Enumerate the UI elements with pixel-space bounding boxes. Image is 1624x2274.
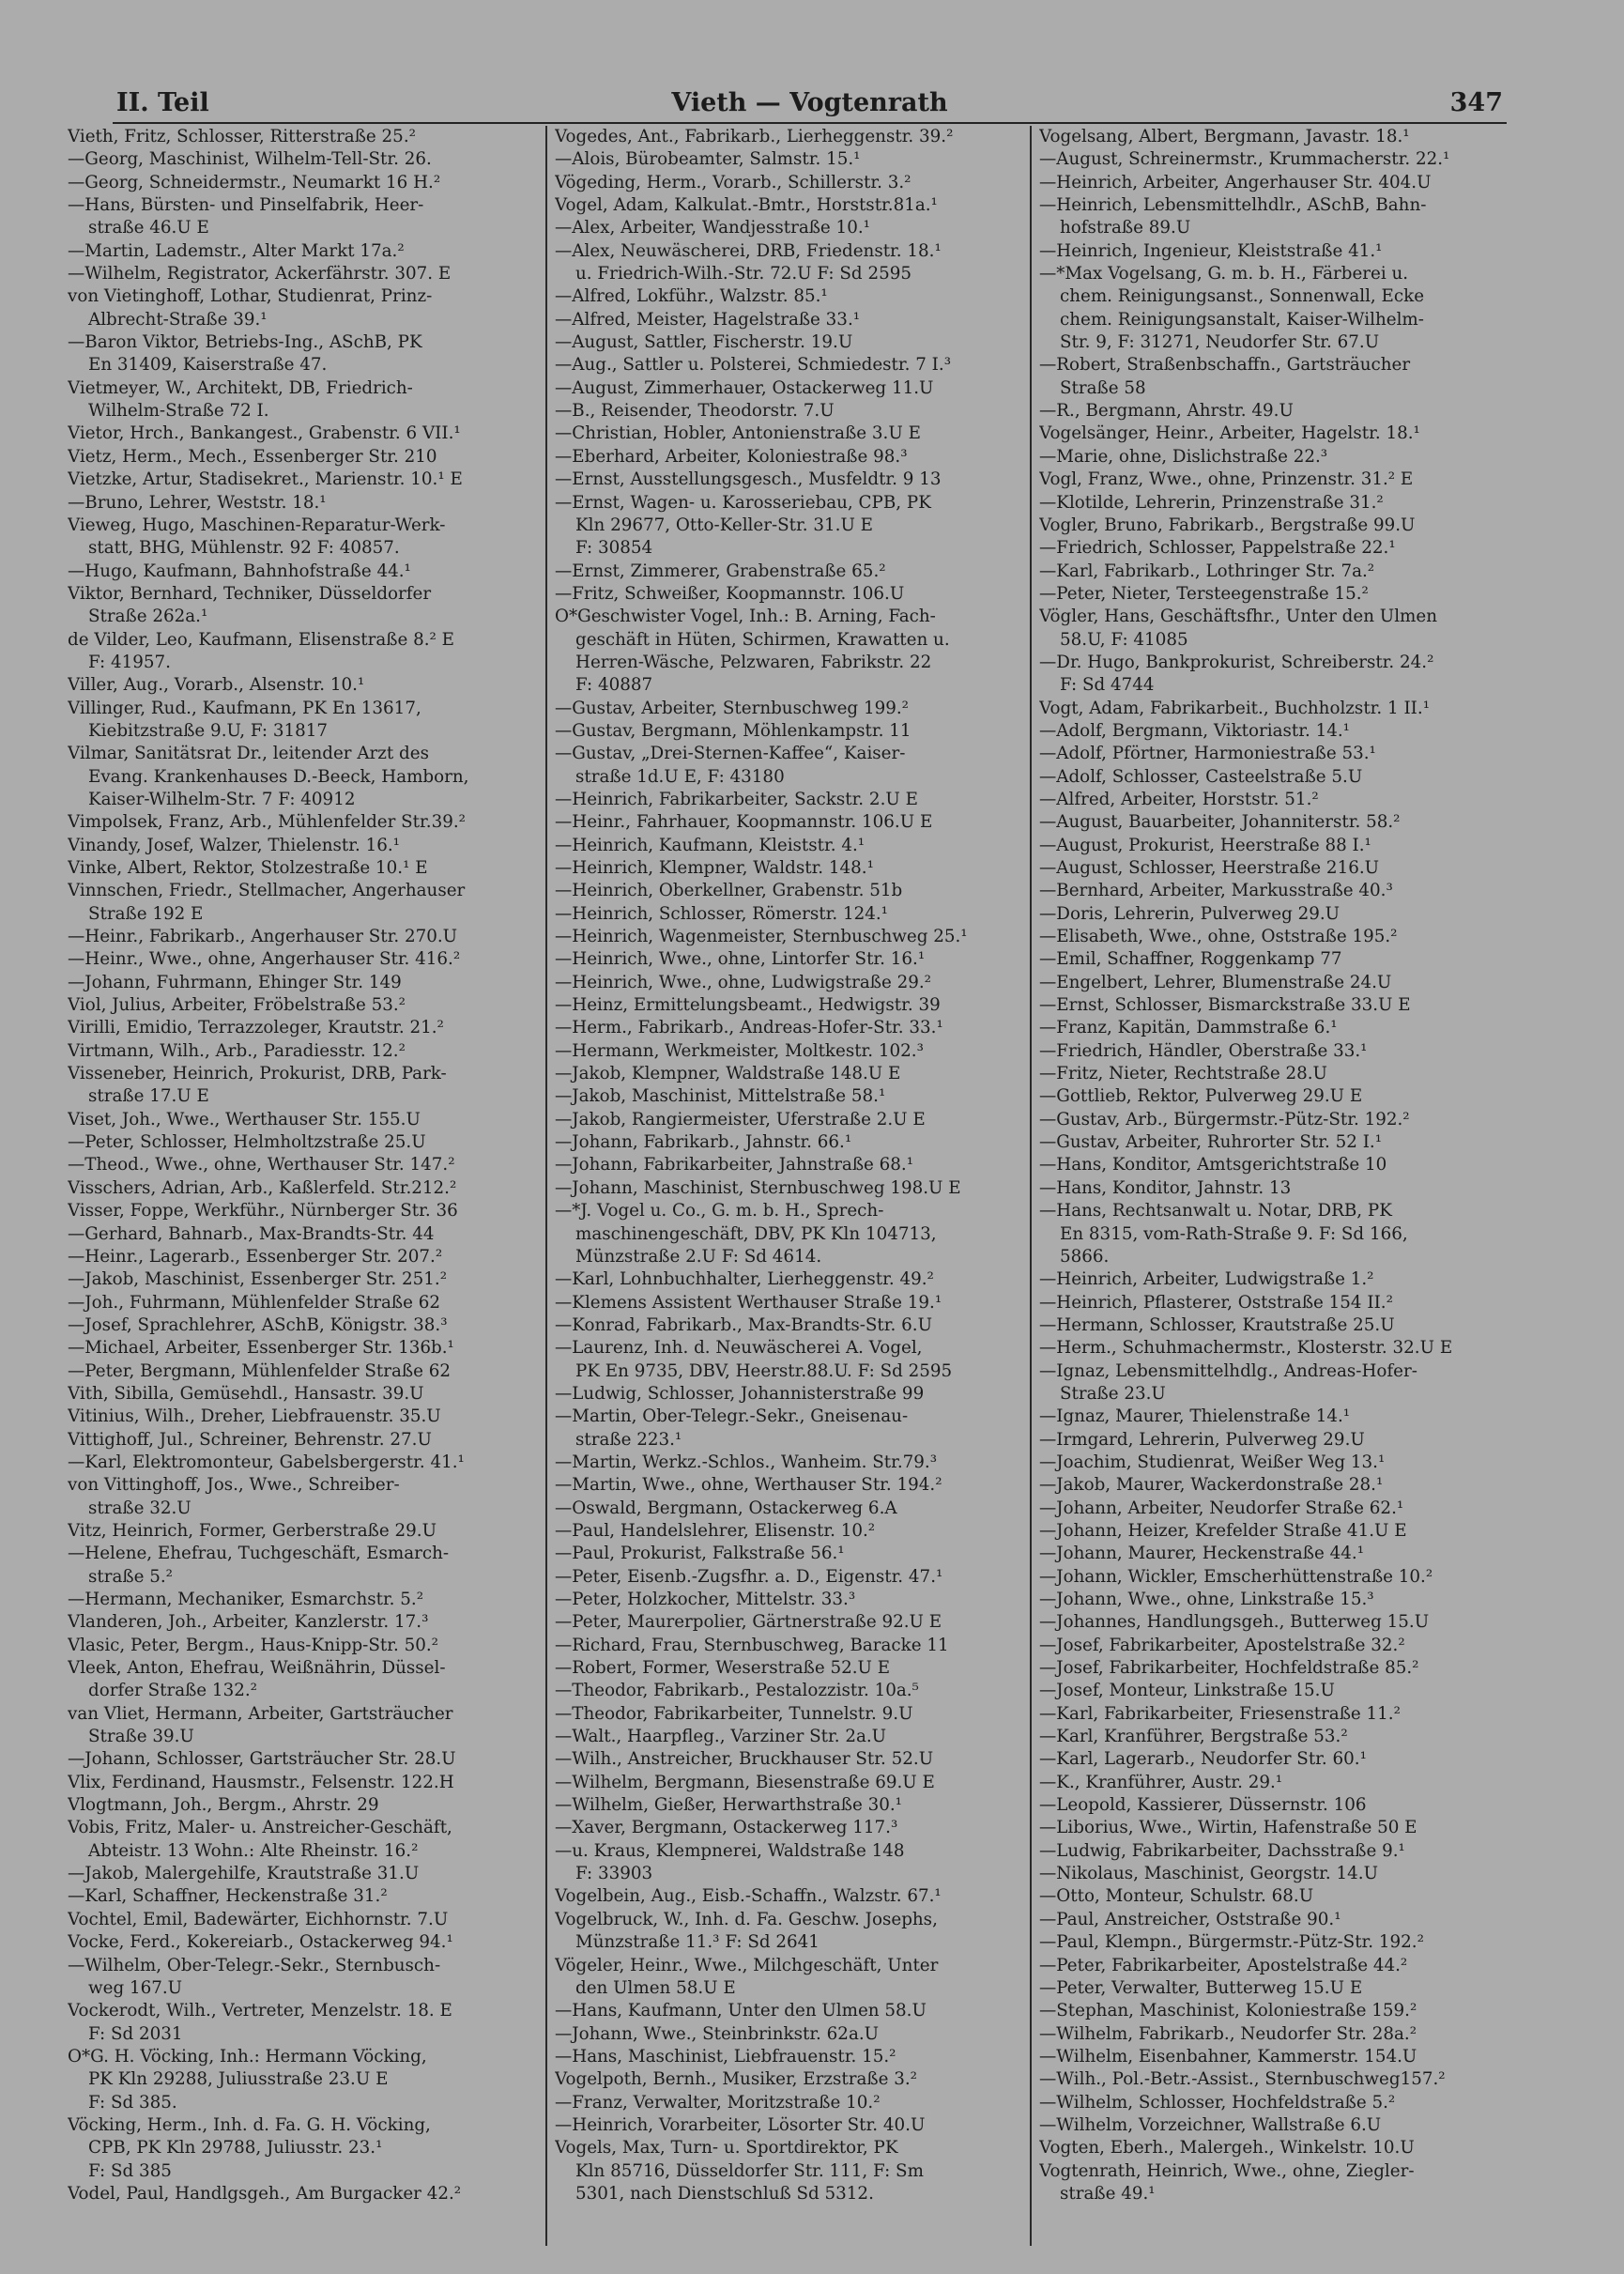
directory-entry-line: —August, Schreinermstr., Krummacherstr. 22.¹	[1039, 149, 1450, 170]
directory-entry-line: Viol, Julius, Arbeiter, Fröbelstraße 53.²	[68, 995, 406, 1016]
directory-entry-line: F: Sd 385.	[88, 2092, 177, 2113]
directory-entry-line: —Wilhelm, Registrator, Ackerfährstr. 307. E	[68, 264, 452, 284]
directory-entry-line: —Joh., Fuhrmann, Mühlenfelder Straße 62	[68, 1292, 441, 1313]
directory-entry-line: —Wilh., Anstreicher, Bruckhauser Str. 52.U	[555, 1749, 934, 1770]
directory-entry-line: —Alfred, Arbeiter, Horststr. 51.²	[1039, 789, 1319, 809]
directory-entry-line: —Klotilde, Lehrerin, Prinzenstraße 31.²	[1039, 492, 1384, 513]
directory-entry-line: straße 49.¹	[1060, 2183, 1156, 2204]
directory-entry-line: —Karl, Fabrikarb., Lothringer Str. 7a.²	[1039, 561, 1375, 581]
directory-entry-line: Vochtel, Emil, Badewärter, Eichhornstr. 7.U	[68, 1909, 449, 1929]
directory-entry-line: —Johannes, Handlungsgeh., Butterweg 15.U	[1039, 1612, 1430, 1633]
directory-entry-line: Vinke, Albert, Rektor, Stolzestraße 10.¹ E	[68, 858, 428, 878]
directory-entry-line: weg 167.U	[88, 1977, 183, 1998]
directory-entry-line: —Liborius, Wwe., Wirtin, Hafenstraße 50 E	[1039, 1818, 1417, 1838]
directory-entry-line: —Hans, Maschinist, Liebfrauenstr. 15.²	[555, 2046, 896, 2067]
directory-entry-line: Vogelsänger, Heinr., Arbeiter, Hagelstr. 18.¹	[1039, 423, 1420, 444]
directory-entry-line: Vogedes, Ant., Fabrikarb., Lierheggenstr. 39.²	[555, 127, 954, 146]
directory-entry-line: —Paul, Prokurist, Falkstraße 56.¹	[555, 1544, 845, 1564]
directory-entry-line: —Heinrich, Kaufmann, Kleiststr. 4.¹	[555, 835, 866, 855]
directory-entry-line: Münzstraße 11.³ F: Sd 2641	[575, 1932, 820, 1953]
directory-entry-line: —Franz, Verwalter, Moritzstraße 10.²	[555, 2092, 881, 2113]
directory-entry-line: —August, Zimmerhauer, Ostackerweg 11.U	[555, 377, 934, 398]
directory-entry-line: Vitinius, Wilh., Dreher, Liebfrauenstr. 35.U	[68, 1406, 441, 1427]
directory-entry-line: —Richard, Frau, Sternbuschweg, Baracke 11	[555, 1635, 949, 1655]
directory-entry-line: F: 30854	[575, 538, 653, 559]
directory-entry-line: —Wilh., Pol.-Betr.-Assist., Sternbuschweg157.²	[1039, 2069, 1446, 2090]
directory-entry-line: hofstraße 89.U	[1060, 218, 1191, 238]
directory-entry-line: —Christian, Hobler, Antonienstraße 3.U E	[555, 423, 921, 444]
directory-entry-line: Vogten, Eberh., Malergeh., Winkelstr. 10.U	[1039, 2138, 1415, 2159]
directory-entry-line: Vlix, Ferdinand, Hausmstr., Felsenstr. 122.H	[68, 1772, 454, 1792]
directory-entry-line: —Elisabeth, Wwe., ohne, Oststraße 195.²	[1039, 927, 1398, 947]
directory-entry-line: —Josef, Fabrikarbeiter, Hochfeldstraße 85.²	[1039, 1658, 1419, 1679]
directory-entry-line: —Gerhard, Bahnarb., Max-Brandts-Str. 44	[68, 1223, 435, 1244]
directory-entry-line: —Hans, Konditor, Amtsgerichtstraße 10	[1039, 1155, 1387, 1175]
directory-entry-line: —Johann, Fuhrmann, Ehinger Str. 149	[68, 972, 402, 992]
directory-entry-line: Albrecht-Straße 39.¹	[88, 309, 268, 330]
directory-entry-line: —Theod., Wwe., ohne, Werthauser Str. 147.²	[68, 1155, 455, 1175]
directory-entry-line: —Klemens Assistent Werthauser Straße 19.¹	[555, 1292, 942, 1313]
directory-entry-line: —Stephan, Maschinist, Koloniestraße 159.²	[1039, 2001, 1417, 2021]
directory-entry-line: —Ernst, Wagen- u. Karosseriebau, CPB, PK	[555, 492, 931, 513]
directory-entry-line: Vogl, Franz, Wwe., ohne, Prinzenstr. 31.² E	[1039, 469, 1414, 490]
directory-entry-line: —Karl, Schaffner, Heckenstraße 31.²	[68, 1886, 388, 1907]
directory-entry-line: —Peter, Maurerpolier, Gärtnerstraße 92.U E	[555, 1612, 942, 1633]
directory-entry-line: Vlasic, Peter, Bergm., Haus-Knipp-Str. 50.²	[68, 1635, 438, 1655]
directory-entry-line: Vietzke, Artur, Stadisekret., Marienstr. 10.¹ E	[68, 469, 463, 490]
directory-entry-line: —Josef, Fabrikarbeiter, Apostelstraße 32.²	[1039, 1635, 1405, 1655]
directory-entry-line: O*Geschwister Vogel, Inh.: B. Arning, Fach-	[555, 607, 936, 627]
directory-entry-line: Kiebitzstraße 9.U, F: 31817	[88, 720, 329, 741]
directory-entry-line: Vogels, Max, Turn- u. Sportdirektor, PK	[555, 2138, 898, 2159]
directory-entry-line: Vitz, Heinrich, Former, Gerberstraße 29.U	[68, 1520, 437, 1541]
directory-entry-line: —Georg, Maschinist, Wilhelm-Tell-Str. 26.	[68, 149, 432, 170]
directory-entry-line: —Hans, Konditor, Jahnstr. 13	[1039, 1177, 1292, 1198]
directory-entry-line: —Johann, Fabrikarb., Jahnstr. 66.¹	[555, 1132, 852, 1153]
directory-entry-line: —Heinrich, Ingenieur, Kleiststraße 41.¹	[1039, 240, 1383, 261]
directory-entry-line: —Karl, Kranführer, Bergstraße 53.²	[1039, 1727, 1348, 1747]
directory-entry-line: Vlogtmann, Joh., Bergm., Ahrstr. 29	[68, 1795, 379, 1816]
directory-entry-line: Straße 39.U	[88, 1727, 194, 1747]
directory-entry-line: —Josef, Monteur, Linkstraße 15.U	[1039, 1681, 1335, 1701]
directory-entry-line: —Peter, Fabrikarbeiter, Apostelstraße 44.²	[1039, 1955, 1408, 1975]
directory-entry-line: —Gustav, Bergmann, Möhlenkampstr. 11	[555, 720, 912, 741]
directory-entry-line: —Johann, Arbeiter, Neudorfer Straße 62.¹	[1039, 1498, 1404, 1518]
directory-entry-line: geschäft in Hüten, Schirmen, Krawatten u.	[575, 629, 950, 650]
directory-entry-line: —Martin, Lademstr., Alter Markt 17a.²	[68, 240, 405, 261]
directory-entry-line: Vieweg, Hugo, Maschinen-Reparatur-Werk-	[68, 515, 446, 535]
directory-entry-line: —Josef, Sprachlehrer, ASchB, Königstr. 38.³	[68, 1314, 448, 1335]
column-right	[1039, 126, 1521, 2248]
directory-entry-line: F: Sd 2031	[88, 2023, 183, 2044]
directory-entry-line: —Baron Viktor, Betriebs-Ing., ASchB, PK	[68, 332, 422, 353]
directory-entry-line: —Johann, Schlosser, Gartsträucher Str. 28.U	[68, 1749, 456, 1770]
directory-entry-line: straße 46.U E	[88, 218, 209, 238]
directory-entry-line: —Heinr., Wwe., ohne, Angerhauser Str. 416.²	[68, 949, 461, 970]
directory-entry-line: Vilmar, Sanitätsrat Dr., leitender Arzt des	[68, 744, 429, 764]
column-left	[68, 126, 537, 2248]
directory-entry-line: —Hans, Kaufmann, Unter den Ulmen 58.U	[555, 2001, 927, 2021]
directory-entry-line: —K., Kranführer, Austr. 29.¹	[1039, 1772, 1283, 1792]
directory-entry-line: —Jakob, Rangiermeister, Uferstraße 2.U E	[555, 1109, 926, 1129]
directory-entry-line: Herren-Wäsche, Pelzwaren, Fabrikstr. 22	[575, 652, 932, 672]
directory-entry-line: —Friedrich, Schlosser, Pappelstraße 22.¹	[1039, 538, 1396, 559]
directory-entry-line: —Heinrich, Fabrikarbeiter, Sackstr. 2.U E	[555, 789, 918, 809]
directory-entry-line: —Irmgard, Lehrerin, Pulverweg 29.U	[1039, 1429, 1365, 1450]
directory-entry-line: —Marie, ohne, Dislichstraße 22.³	[1039, 446, 1328, 467]
directory-entry-line: O*G. H. Vöcking, Inh.: Hermann Vöcking,	[68, 2046, 427, 2067]
directory-entry-line: —Hermann, Mechaniker, Esmarchstr. 5.²	[68, 1590, 424, 1609]
directory-entry-line: —Heinrich, Arbeiter, Ludwigstraße 1.²	[1039, 1269, 1374, 1290]
directory-entry-line: —Wilhelm, Eisenbahner, Kammerstr. 154.U	[1039, 2046, 1417, 2067]
page-number: 347	[1449, 88, 1503, 117]
directory-entry-line: —Ludwig, Fabrikarbeiter, Dachsstraße 9.¹	[1039, 1840, 1405, 1861]
directory-entry-line: —Peter, Bergmann, Mühlenfelder Straße 62	[68, 1360, 452, 1381]
directory-entry-line: Vögler, Hans, Geschäftsfhr., Unter den Ulmen	[1039, 607, 1437, 627]
directory-entry-line: —Nikolaus, Maschinist, Georgstr. 14.U	[1039, 1864, 1378, 1884]
directory-entry-line: —Robert, Former, Weserstraße 52.U E	[555, 1658, 891, 1679]
directory-entry-line: —Johann, Maurer, Heckenstraße 44.¹	[1039, 1544, 1365, 1564]
directory-entry-line: straße 5.²	[88, 1566, 173, 1587]
directory-entry-line: —Paul, Klempn., Bürgermstr.-Pütz-Str. 192.²	[1039, 1932, 1424, 1953]
directory-entry-line: van Vliet, Hermann, Arbeiter, Gartsträucher	[68, 1703, 453, 1724]
directory-entry-line: —Michael, Arbeiter, Essenberger Str. 136b.¹	[68, 1338, 454, 1359]
directory-entry-line: —Alois, Bürobeamter, Salmstr. 15.¹	[555, 149, 861, 170]
column-middle	[555, 126, 1022, 2248]
directory-entry-line: F: 41957.	[88, 652, 171, 672]
directory-entry-line: —Walt., Haarpfleg., Varziner Str. 2a.U	[555, 1727, 887, 1747]
directory-entry-line: —Heinr., Fahrhauer, Koopmannstr. 106.U E	[555, 812, 933, 833]
name-range: Vieth — Vogtenrath	[671, 88, 948, 117]
directory-entry-line: —Peter, Nieter, Tersteegenstraße 15.²	[1039, 583, 1369, 604]
directory-entry-line: —Doris, Lehrerin, Pulverweg 29.U	[1039, 903, 1341, 924]
directory-entry-line: —Heinrich, Schlosser, Römerstr. 124.¹	[555, 903, 888, 924]
directory-entry-line: Vinandy, Josef, Walzer, Thielenstr. 16.¹	[68, 835, 400, 855]
directory-entry-line: —Ludwig, Schlosser, Johannisterstraße 99	[555, 1383, 925, 1404]
directory-entry-line: chem. Reinigungsanst., Sonnenwall, Ecke	[1060, 286, 1425, 307]
directory-entry-line: —Johann, Wickler, Emscherhüttenstraße 10.²	[1039, 1566, 1433, 1587]
directory-entry-line: Vimpolsek, Franz, Arb., Mühlenfelder Str.39.²	[68, 812, 466, 833]
directory-entry-line: Abteistr. 13 Wohn.: Alte Rheinstr. 16.²	[88, 1840, 419, 1861]
directory-entry-line: —Alex, Neuwäscherei, DRB, Friedenstr. 18.¹	[555, 240, 942, 261]
directory-entry-line: —Emil, Schaffner, Roggenkamp 77	[1039, 949, 1342, 970]
directory-entry-line: Visser, Foppe, Werkführ., Nürnberger Str. 36	[68, 1201, 458, 1222]
directory-entry-line: Virilli, Emidio, Terrazzoleger, Krautstr. 21.²	[68, 1018, 444, 1038]
directory-entry-line: F: 40887	[575, 675, 653, 696]
directory-entry-line: —Xaver, Bergmann, Ostackerweg 117.³	[555, 1818, 898, 1838]
directory-entry-line: Vietz, Herm., Mech., Essenberger Str. 210	[68, 446, 437, 467]
directory-entry-line: Vietor, Hrch., Bankangest., Grabenstr. 6 VII.¹	[68, 423, 461, 444]
directory-entry-line: —August, Bauarbeiter, Johanniterstr. 58.²	[1039, 812, 1401, 833]
directory-entry-line: —Wilhelm, Ober-Telegr.-Sekr., Sternbusch-	[68, 1955, 441, 1975]
directory-entry-line: —Heinrich, Oberkellner, Grabenstr. 51b	[555, 881, 903, 901]
directory-entry-line: —Herm., Schuhmachermstr., Klosterstr. 32.U E	[1039, 1338, 1453, 1359]
directory-entry-line: Vöcking, Herm., Inh. d. Fa. G. H. Vöcking,	[68, 2114, 431, 2135]
directory-entry-line: —Heinrich, Wagenmeister, Sternbuschweg 25.¹	[555, 927, 968, 947]
directory-entry-line: Vogelbein, Aug., Eisb.-Schaffn., Walzstr. 67.¹	[555, 1886, 942, 1907]
directory-entry-line: Vieth, Fritz, Schlosser, Ritterstraße 25.²	[68, 127, 416, 146]
directory-entry-line: —Paul, Handelslehrer, Elisenstr. 10.²	[555, 1520, 876, 1541]
directory-entry-line: u. Friedrich-Wilh.-Str. 72.U F: Sd 2595	[575, 264, 912, 284]
directory-entry-line: —Gustav, Arbeiter, Ruhrorter Str. 52 I.¹	[1039, 1132, 1383, 1153]
directory-entry-line: Straße 192 E	[88, 903, 204, 924]
directory-entry-line: Viller, Aug., Vorarb., Alsenstr. 10.¹	[68, 675, 365, 696]
directory-entry-line: Kln 85716, Düsseldorfer Str. 111, F: Sm	[575, 2160, 924, 2181]
directory-entry-line: Vögeding, Herm., Vorarb., Schillerstr. 3.²	[555, 172, 912, 192]
directory-entry-line: Kaiser-Wilhelm-Str. 7 F: 40912	[88, 789, 356, 809]
directory-entry-line: —Laurenz, Inh. d. Neuwäscherei A. Vogel,	[555, 1338, 923, 1359]
directory-entry-line: —Wilhelm, Gießer, Herwarthstraße 30.¹	[555, 1795, 903, 1816]
directory-entry-line: —Adolf, Pförtner, Harmoniestraße 53.¹	[1039, 744, 1376, 764]
directory-entry-line: —Karl, Elektromonteur, Gabelsbergerstr. 41.¹	[68, 1452, 465, 1472]
directory-entry-line: —Jakob, Maschinist, Essenberger Str. 251.²	[68, 1269, 448, 1290]
directory-entry-line: 58.U, F: 41085	[1060, 629, 1188, 650]
page-header	[113, 83, 1507, 124]
directory-entry-line: —Gottlieb, Rektor, Pulverweg 29.U E	[1039, 1086, 1363, 1107]
directory-entry-line: —Dr. Hugo, Bankprokurist, Schreiberstr. 24.²	[1039, 652, 1434, 672]
directory-entry-line: —Johann, Wwe., ohne, Linkstraße 15.³	[1039, 1590, 1374, 1609]
directory-entry-line: —Peter, Verwalter, Butterweg 15.U E	[1039, 1977, 1363, 1998]
directory-entry-line: —Adolf, Schlosser, Casteelstraße 5.U	[1039, 766, 1363, 787]
directory-entry-line: —Ernst, Zimmerer, Grabenstraße 65.²	[555, 561, 886, 581]
directory-entry-line: —Konrad, Fabrikarb., Max-Brandts-Str. 6.U	[555, 1314, 932, 1335]
directory-entry-line: En 31409, Kaiserstraße 47.	[88, 355, 328, 376]
directory-entry-line: —Wilhelm, Vorzeichner, Wallstraße 6.U	[1039, 2114, 1382, 2135]
directory-entry-line: —Heinrich, Wwe., ohne, Lintorfer Str. 16.¹	[555, 949, 926, 970]
directory-entry-line: —Theodor, Fabrikarbeiter, Tunnelstr. 9.U	[555, 1703, 913, 1724]
directory-entry-line: CPB, PK Kln 29788, Juliusstr. 23.¹	[88, 2138, 383, 2159]
directory-entry-line: —Paul, Anstreicher, Oststraße 90.¹	[1039, 1909, 1341, 1929]
column-divider	[545, 126, 547, 2246]
directory-entry-line: —Peter, Holzkocher, Mittelstr. 33.³	[555, 1590, 856, 1609]
directory-entry-line: —Ignaz, Maurer, Thielenstraße 14.¹	[1039, 1406, 1351, 1427]
directory-entry-line: —Martin, Werkz.-Schlos., Wanheim. Str.79.³	[555, 1452, 938, 1472]
directory-entry-line: Vogelpoth, Bernh., Musiker, Erzstraße 3.²	[555, 2069, 917, 2090]
directory-entry-line: —Johann, Fabrikarbeiter, Jahnstraße 68.¹	[555, 1155, 914, 1175]
directory-entry-line: Kln 29677, Otto-Keller-Str. 31.U E	[575, 515, 874, 535]
directory-entry-line: —Ignaz, Lebensmittelhdlg., Andreas-Hofer-	[1039, 1360, 1417, 1381]
directory-entry-line: straße 32.U	[88, 1498, 192, 1518]
directory-entry-line: —Peter, Eisenb.-Zugsfhr. a. D., Eigenstr. 47.¹	[555, 1566, 943, 1587]
directory-entry-line: —u. Kraus, Klempnerei, Waldstraße 148	[555, 1840, 905, 1861]
directory-entry-line: Vobis, Fritz, Maler- u. Anstreicher-Geschäft,	[68, 1818, 452, 1838]
directory-entry-line: —Leopold, Kassierer, Düssernstr. 106	[1039, 1795, 1367, 1816]
directory-entry-line: —Fritz, Schweißer, Koopmannstr. 106.U	[555, 583, 905, 604]
directory-entry-line: —B., Reisender, Theodorstr. 7.U	[555, 401, 835, 422]
directory-entry-line: —Gustav, Arbeiter, Sternbuschweg 199.²	[555, 698, 909, 718]
directory-entry-line: —Joachim, Studienrat, Weißer Weg 13.¹	[1039, 1452, 1386, 1472]
directory-entry-line: —*J. Vogel u. Co., G. m. b. H., Sprech-	[555, 1201, 884, 1222]
directory-entry-line: —Oswald, Bergmann, Ostackerweg 6.A	[555, 1498, 897, 1518]
directory-entry-line: —Wilhelm, Bergmann, Biesenstraße 69.U E	[555, 1772, 935, 1792]
directory-entry-line: —Jakob, Maschinist, Mittelstraße 58.¹	[555, 1086, 886, 1107]
directory-entry-line: Wilhelm-Straße 72 I.	[88, 401, 269, 422]
directory-entry-line: —Heinrich, Vorarbeiter, Lösorter Str. 40.U	[555, 2114, 926, 2135]
directory-entry-line: —Gustav, „Drei-Sternen-Kaffee“, Kaiser-	[555, 744, 906, 764]
directory-entry-line: —Alfred, Meister, Hagelstraße 33.¹	[555, 309, 861, 330]
directory-entry-line: Vocke, Ferd., Kokereiarb., Ostackerweg 94.¹	[68, 1932, 453, 1953]
directory-entry-line: —Martin, Wwe., ohne, Werthauser Str. 194.²	[555, 1475, 942, 1496]
directory-entry-line: —Robert, Straßenbschaffn., Gartsträucher	[1039, 355, 1411, 376]
directory-entry-line: Vögeler, Heinr., Wwe., Milchgeschäft, Unter	[555, 1955, 939, 1975]
directory-entry-line: Vogel, Adam, Kalkulat.-Bmtr., Horststr.81a.¹	[555, 195, 938, 216]
directory-entry-line: Vittighoff, Jul., Schreiner, Behrenstr. 27.U	[68, 1429, 432, 1450]
directory-entry-line: Vogelsang, Albert, Bergmann, Javastr. 18.¹	[1039, 127, 1410, 146]
directory-entry-line: —Otto, Monteur, Schulstr. 68.U	[1039, 1886, 1314, 1907]
directory-entry-line: Villinger, Rud., Kaufmann, PK En 13617,	[68, 698, 421, 718]
directory-entry-line: —Ernst, Schlosser, Bismarckstraße 33.U E	[1039, 995, 1411, 1016]
directory-entry-line: Vleek, Anton, Ehefrau, Weißnährin, Düssel-	[68, 1658, 446, 1679]
directory-entry-line: —Eberhard, Arbeiter, Koloniestraße 98.³	[555, 446, 908, 467]
directory-entry-line: —Adolf, Bergmann, Viktoriastr. 14.¹	[1039, 720, 1350, 741]
directory-entry-line: —Heinz, Ermittelungsbeamt., Hedwigstr. 39	[555, 995, 941, 1016]
directory-entry-line: Vockerodt, Wilh., Vertreter, Menzelstr. 18. E	[68, 2001, 452, 2021]
directory-entry-line: —Heinrich, Arbeiter, Angerhauser Str. 404.U	[1039, 172, 1432, 192]
directory-entry-line: —Helene, Ehefrau, Tuchgeschäft, Esmarch-	[68, 1544, 450, 1564]
directory-entry-line: —Karl, Lagerarb., Neudorfer Str. 60.¹	[1039, 1749, 1367, 1770]
directory-entry-line: Vith, Sibilla, Gemüsehdl., Hansastr. 39.U	[68, 1383, 424, 1404]
directory-entry-line: Viset, Joh., Wwe., Werthauser Str. 155.U	[68, 1109, 421, 1129]
directory-entry-line: —Alfred, Lokführ., Walzstr. 85.¹	[555, 286, 828, 307]
directory-entry-line: —Jakob, Malergehilfe, Krautstraße 31.U	[68, 1864, 420, 1884]
directory-entry-line: Vogtenrath, Heinrich, Wwe., ohne, Ziegler-	[1039, 2160, 1415, 2181]
directory-entry-line: —Heinrich, Pflasterer, Oststraße 154 II.²	[1039, 1292, 1393, 1313]
directory-entry-line: —Jakob, Klempner, Waldstraße 148.U E	[555, 1064, 901, 1084]
directory-entry-line: de Vilder, Leo, Kaufmann, Elisenstraße 8.² E	[68, 629, 455, 650]
directory-entry-line: —Wilhelm, Fabrikarb., Neudorfer Str. 28a.²	[1039, 2023, 1417, 2044]
directory-entry-line: Vlanderen, Joh., Arbeiter, Kanzlerstr. 17.³	[68, 1612, 429, 1633]
directory-entry-line: —Heinr., Lagerarb., Essenberger Str. 207.²	[68, 1246, 443, 1267]
directory-entry-line: —Karl, Fabrikarbeiter, Friesenstraße 11.²	[1039, 1703, 1401, 1724]
directory-entry-line: —August, Sattler, Fischerstr. 19.U	[555, 332, 853, 353]
directory-entry-line: —Heinrich, Wwe., ohne, Ludwigstraße 29.²	[555, 972, 931, 992]
directory-entry-line: —Martin, Ober-Telegr.-Sekr., Gneisenau-	[555, 1406, 909, 1427]
directory-entry-line: —Fritz, Nieter, Rechtstraße 28.U	[1039, 1064, 1327, 1084]
section-label: II. Teil	[116, 88, 209, 117]
directory-entry-line: Vietmeyer, W., Architekt, DB, Friedrich-	[68, 377, 413, 398]
directory-entry-line: —Theodor, Fabrikarb., Pestalozzistr. 10a.⁵	[555, 1681, 919, 1701]
directory-entry-line: Vogt, Adam, Fabrikarbeit., Buchholzstr. 1 II.¹	[1039, 698, 1431, 718]
directory-entry-line: Evang. Krankenhauses D.-Beeck, Hamborn,	[88, 766, 469, 787]
directory-entry-line: —Alex, Arbeiter, Wandjesstraße 10.¹	[555, 218, 870, 238]
directory-entry-line: —Karl, Lohnbuchhalter, Lierheggenstr. 49.²	[555, 1269, 934, 1290]
directory-entry-line: von Vietinghoff, Lothar, Studienrat, Prinz-	[68, 286, 433, 307]
directory-entry-line: 5301, nach Dienstschluß Sd 5312.	[575, 2183, 874, 2204]
directory-entry-line: Visseneber, Heinrich, Prokurist, DRB, Park-	[68, 1064, 447, 1084]
directory-entry-line: —Aug., Sattler u. Polsterei, Schmiedestr. 7 I.³	[555, 355, 952, 376]
directory-entry-line: —Hugo, Kaufmann, Bahnhofstraße 44.¹	[68, 561, 411, 581]
directory-entry-line: —Hermann, Schlosser, Krautstraße 25.U	[1039, 1314, 1395, 1335]
directory-entry-line: —Johann, Heizer, Krefelder Straße 41.U E	[1039, 1520, 1407, 1541]
directory-entry-line: Vogler, Bruno, Fabrikarb., Bergstraße 99.U	[1039, 515, 1416, 535]
directory-entry-line: maschinengeschäft, DBV, PK Kln 104713,	[575, 1223, 937, 1244]
directory-entry-line: Visschers, Adrian, Arb., Kaßlerfeld. Str.212.²	[68, 1177, 457, 1198]
directory-entry-line: —Bruno, Lehrer, Weststr. 18.¹	[68, 492, 327, 513]
directory-entry-line: Vogelbruck, W., Inh. d. Fa. Geschw. Josephs,	[555, 1909, 938, 1929]
directory-entry-line: PK Kln 29288, Juliusstraße 23.U E	[88, 2069, 389, 2090]
directory-entry-line: 5866.	[1060, 1246, 1110, 1267]
directory-entry-line: statt, BHG, Mühlenstr. 92 F: 40857.	[88, 538, 400, 559]
directory-entry-line: —Bernhard, Arbeiter, Markusstraße 40.³	[1039, 881, 1393, 901]
directory-entry-line: Str. 9, F: 31271, Neudorfer Str. 67.U	[1060, 332, 1380, 353]
directory-entry-line: —Heinrich, Klempner, Waldstr. 148.¹	[555, 858, 874, 878]
directory-entry-line: F: 33903	[575, 1864, 653, 1884]
directory-entry-line: straße 223.¹	[575, 1429, 682, 1450]
directory-entry-line: F: Sd 385	[88, 2160, 172, 2181]
directory-entry-line: —Peter, Schlosser, Helmholtzstraße 25.U	[68, 1132, 426, 1153]
directory-entry-line: —Hans, Bürsten- und Pinselfabrik, Heer-	[68, 195, 424, 216]
directory-entry-line: —Gustav, Arb., Bürgermstr.-Pütz-Str. 192.²	[1039, 1109, 1410, 1129]
directory-entry-line: —Herm., Fabrikarb., Andreas-Hofer-Str. 33.¹	[555, 1018, 943, 1038]
directory-entry-line: Münzstraße 2.U F: Sd 4614.	[575, 1246, 822, 1267]
directory-entry-line: —Johann, Wwe., Steinbrinkstr. 62a.U	[555, 2023, 880, 2044]
directory-entry-line: F: Sd 4744	[1060, 675, 1155, 696]
directory-entry-line: —*Max Vogelsang, G. m. b. H., Färberei u.	[1039, 264, 1409, 284]
directory-entry-line: Viktor, Bernhard, Techniker, Düsseldorfer	[68, 583, 432, 604]
directory-entry-line: —Hans, Rechtsanwalt u. Notar, DRB, PK	[1039, 1201, 1392, 1222]
directory-entry-line: straße 17.U E	[88, 1086, 209, 1107]
directory-entry-line: straße 1d.U E, F: 43180	[575, 766, 785, 787]
directory-entry-line: PK En 9735, DBV, Heerstr.88.U. F: Sd 2595	[575, 1360, 953, 1381]
directory-entry-line: —Franz, Kapitän, Dammstraße 6.¹	[1039, 1018, 1338, 1038]
directory-entry-line: von Vittinghoff, Jos., Wwe., Schreiber-	[68, 1475, 400, 1496]
directory-entry-line: —Georg, Schneidermstr., Neumarkt 16 H.²	[68, 172, 441, 192]
directory-entry-line: —Wilhelm, Schlosser, Hochfeldstraße 5.²	[1039, 2092, 1396, 2113]
column-divider	[1030, 126, 1032, 2246]
directory-entry-line: —Heinr., Fabrikarb., Angerhauser Str. 270.U	[68, 927, 458, 947]
directory-entry-line: den Ulmen 58.U E	[575, 1977, 736, 1998]
directory-entry-line: dorfer Straße 132.²	[88, 1681, 257, 1701]
directory-entry-line: Straße 23.U	[1060, 1383, 1166, 1404]
directory-entry-line: —R., Bergmann, Ahrstr. 49.U	[1039, 401, 1294, 422]
directory-entry-line: Vinnschen, Friedr., Stellmacher, Angerhauser	[68, 881, 466, 901]
directory-entry-line: —Friedrich, Händler, Oberstraße 33.¹	[1039, 1040, 1368, 1061]
directory-entry-line: —Ernst, Ausstellungsgesch., Musfeldtr. 9 13	[555, 469, 942, 490]
directory-entry-line: —Engelbert, Lehrer, Blumenstraße 24.U	[1039, 972, 1392, 992]
directory-entry-line: —Jakob, Maurer, Wackerdonstraße 28.¹	[1039, 1475, 1384, 1496]
directory-entry-line: —August, Prokurist, Heerstraße 88 I.¹	[1039, 835, 1371, 855]
directory-entry-line: —Heinrich, Lebensmittelhdlr., ASchB, Bahn-	[1039, 195, 1427, 216]
directory-entry-line: Virtmann, Wilh., Arb., Paradiesstr. 12.²	[68, 1040, 406, 1061]
directory-entry-line: Vodel, Paul, Handlgsgeh., Am Burgacker 42.²	[68, 2183, 462, 2204]
directory-entry-line: chem. Reinigungsanstalt, Kaiser-Wilhelm-	[1060, 309, 1424, 330]
directory-entry-line: —Johann, Maschinist, Sternbuschweg 198.U E	[555, 1177, 961, 1198]
directory-entry-line: Straße 58	[1060, 377, 1146, 398]
directory-entry-line: —August, Schlosser, Heerstraße 216.U	[1039, 858, 1380, 878]
directory-entry-line: En 8315, vom-Rath-Straße 9. F: Sd 166,	[1060, 1223, 1408, 1244]
directory-entry-line: —Hermann, Werkmeister, Moltkestr. 102.³	[555, 1040, 924, 1061]
directory-entry-line: Straße 262a.¹	[88, 607, 208, 627]
